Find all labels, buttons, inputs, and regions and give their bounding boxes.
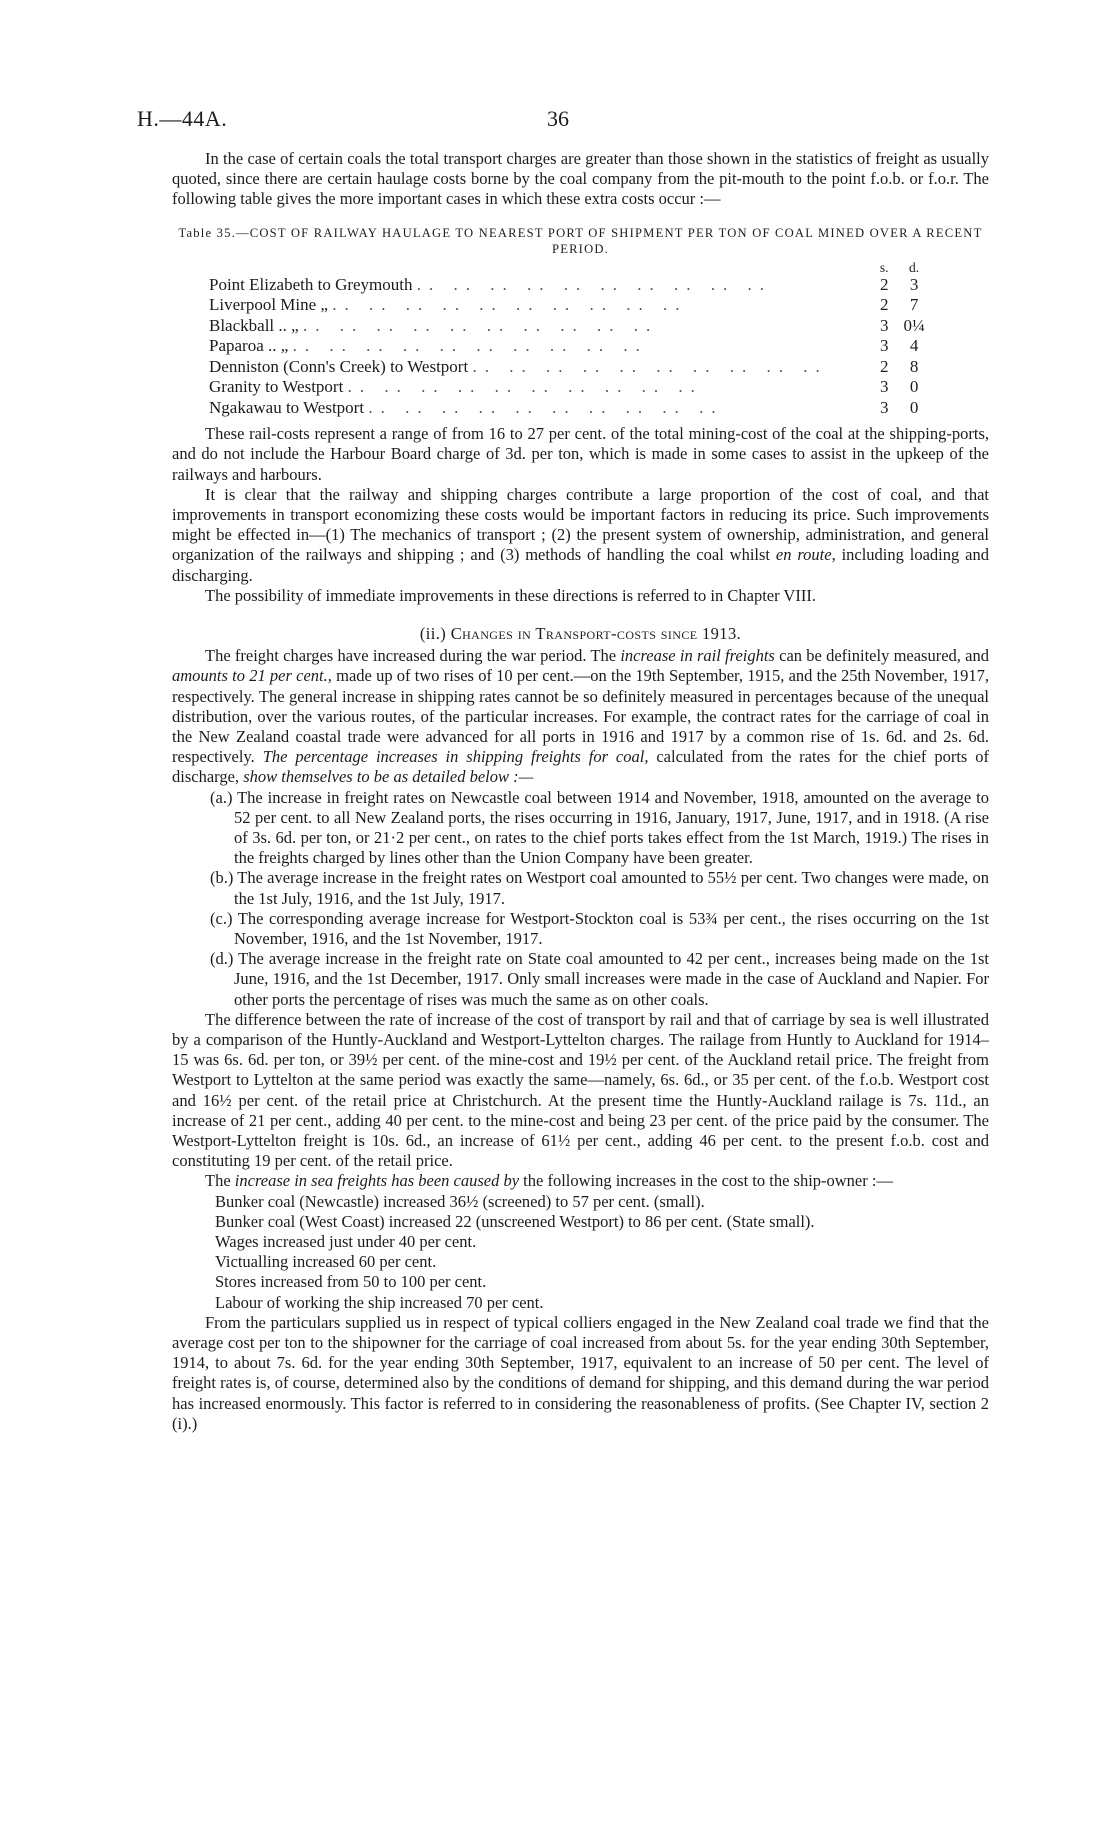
cost-item: Bunker coal (West Coast) increased 22 (unscreened Westport) to 86 per cent. (State small). — [215, 1211, 815, 1231]
document-reference: H.—44A. — [137, 106, 228, 131]
table-row — [209, 398, 929, 419]
cost-shillings: 2 — [880, 295, 889, 315]
table-row — [209, 275, 929, 296]
route-name: Blackball .. „ — [209, 315, 299, 335]
possibility-paragraph: The possibility of immediate improvements in these directions is referred to in Chapter VIII. — [205, 585, 816, 605]
table-title — [172, 225, 989, 257]
leader-dots: .. .. .. .. .. .. .. .. .. .. — [416, 274, 772, 294]
cost-pence: 8 — [909, 356, 919, 376]
page-number: 36 — [547, 106, 569, 131]
col-shillings: s. — [879, 259, 889, 275]
cost-pence: 3 — [909, 274, 919, 294]
cost-shillings: 2 — [880, 356, 889, 376]
cost-shillings: 2 — [880, 274, 889, 294]
cost-shillings: 3 — [880, 336, 889, 356]
item-label: (b.) — [210, 868, 234, 888]
item-text: The average increase in the freight rate on State coal amounted to 42 per cent., increases being made on the 1st June, 1916, and the 1st December, 1917. Only small increases were made in the case of Auckland and Napier. For other ports the percentage of rises was much the same as on other coals. — [234, 949, 989, 1009]
leader-dots: .. .. .. .. .. .. .. .. .. .. — [292, 336, 648, 356]
route-name: Ngakawau to Westport — [209, 397, 365, 417]
cost-increase-list — [172, 1192, 989, 1313]
route-name: Liverpool Mine „ — [209, 295, 328, 315]
list-item — [172, 868, 989, 908]
leader-dots: .. .. .. .. .. .. .. .. .. .. — [302, 315, 659, 335]
list-item — [172, 788, 989, 869]
cost-shillings: 3 — [880, 377, 889, 397]
intro-paragraph: In the case of certain coals the total transport charges are greater than those shown in the statistics of freight as usually quoted, since there are certain haulage costs borne by the coal company from the pit-mouth to the point f.o.b. or f.o.r. The following table gives the more important cases in which these extra costs occur :— — [172, 149, 989, 209]
col-pence: d. — [909, 259, 920, 275]
leader-dots: .. .. .. .. .. .. .. .. .. .. — [332, 295, 688, 315]
cost-item: Bunker coal (Newcastle) increased 36½ (screened) to 57 per cent. (small). — [215, 1191, 705, 1211]
table-row — [209, 295, 929, 316]
cost-pence: 4 — [909, 336, 919, 356]
page-body — [172, 149, 989, 1434]
cost-pence: 7 — [909, 295, 919, 315]
list-item — [172, 949, 989, 1010]
cost-pence: 0¼ — [903, 315, 925, 335]
list-item — [172, 909, 989, 949]
item-label: (a.) — [210, 787, 233, 807]
section-title: Changes in Transport-costs since 1913. — [450, 623, 742, 643]
leader-dots: .. .. .. .. .. .. .. .. .. .. — [472, 356, 828, 376]
cost-pence: 0 — [909, 377, 919, 397]
cost-item: Victualling increased 60 per cent. — [215, 1252, 437, 1272]
table-units-row — [209, 261, 929, 275]
item-label: (c.) — [210, 908, 233, 928]
cost-item: Labour of working the ship increased 70 per cent. — [215, 1292, 544, 1312]
table-row — [209, 316, 929, 337]
item-text: The increase in freight rates on Newcastle coal between 1914 and November, 1918, amounted on the average to 52 per cent. to all New Zealand ports, the rises occurring in 1916, January, 1917, June, 1917, and in 1918. (A rise of 3s. 6d. per ton, or 21·2 per cent., on rates to the chief ports takes effect from the 1st March, 1919.) The rises in the freights charged by lines other than the Union Company have been greater. — [234, 787, 989, 868]
cost-item: Stores increased from 50 to 100 per cent. — [215, 1272, 487, 1292]
particulars-paragraph: From the particulars supplied us in respect of typical colliers engaged in the New Zealand coal trade we find that the average cost per ton to the shipowner for the carriage of coal increased from about 5s. for the year ending 30th September, 1914, to about 7s. 6d. for the year ending 30th September, 1917, equivalent to an increase of 50 per cent. The level of freight rates is, of course, determined also by the conditions of demand for shipping, and this demand during the war period has increased enormously. This factor is referred to in considering the reasonableness of profits. (See Chapter IV, section 2 (i).) — [172, 1312, 989, 1433]
route-name: Denniston (Conn's Creek) to Westport — [209, 356, 469, 376]
section-number: (ii.) — [419, 623, 447, 643]
difference-paragraph: The difference between the rate of increase of the cost of transport by rail and that of carriage by sea is well illustrated by a comparison of the Huntly-Auckland and Westport-Lyttelton charges. The railage from Huntly to Auckland for 1914–15 was 6s. 6d. per ton, or 39½ per cent. of the mine-cost and 19½ per cent. of the Auckland retail price. The freight from Westport to Lyttelton at the same period was exactly the same—namely, 6s. 6d., or 35 per cent. of the f.o.b. Westport cost and 16½ per cent. of the retail price at Christchurch. At the present time the Huntly-Auckland railage is 7s. 11d., an increase of 21 per cent., adding 40 per cent. to the mine-cost and being 23 per cent. of the price paid by the consumer. The Westport-Lyttelton freight is 10s. 6d., an increase of 61½ per cent., adding 46 per cent. to the present f.o.b. cost and constituting 19 per cent. of the retail price. — [172, 1009, 989, 1171]
table-number: Table 35. — [178, 225, 236, 240]
item-text: The corresponding average increase for Westport-Stockton coal is 53¾ per cent., the rises occurring on the 1st November, 1916, and the 1st November, 1917. — [234, 908, 990, 948]
cost-shillings: 3 — [880, 397, 889, 417]
leader-dots: .. .. .. .. .. .. .. .. .. .. — [368, 397, 724, 417]
table-row — [209, 377, 929, 398]
route-name: Point Elizabeth to Greymouth — [209, 274, 413, 294]
rail-costs-paragraph: These rail-costs represent a range of from 16 to 27 per cent. of the total mining-cost of the coal at the shipping-ports, and do not include the Harbour Board charge of 3d. per ton, which is made in some cases to assist in the upkeep of the railways and harbours. — [172, 424, 989, 484]
section-heading — [172, 624, 989, 644]
item-label: (d.) — [210, 949, 234, 969]
item-text: The average increase in the freight rates on Westport coal amounted to 55½ per cent. Two changes were made, on the 1st July, 1916, and the 1st July, 1917. — [234, 868, 990, 908]
transport-improvements-paragraph: It is clear that the railway and shipping charges contribute a large proportion of the cost of coal, and that improvements in transport economizing these costs would be important factors in reducing its price. Such improvements might be effected in—(1) The mechanics of transport ; (2) the present system of ownership, administration, and general organization of the railways and shipping ; and (3) methods of handling the coal whilst en route, including loading and discharging. — [172, 484, 989, 585]
table-caption: —COST OF RAILWAY HAULAGE TO NEAREST PORT OF SHIPMENT PER TON OF COAL MINED OVER A RECENT PERIOD. — [235, 225, 983, 256]
cost-item: Wages increased just under 40 per cent. — [215, 1232, 477, 1252]
route-name: Paparoa .. „ — [209, 336, 289, 356]
route-name: Granity to Westport — [209, 377, 344, 397]
cost-pence: 0 — [909, 397, 919, 417]
cost-shillings: 3 — [880, 315, 889, 335]
table-row — [209, 357, 929, 378]
leader-dots: .. .. .. .. .. .. .. .. .. .. — [347, 377, 703, 397]
haulage-table — [209, 261, 929, 419]
freight-paragraph: The freight charges have increased during the war period. The increase in rail freights can be definitely measured, and amounts to 21 per cent., made up of two rises of 10 per cent.—on the 19th September, 1915, and the 25th November, 1917, respectively. The general increase in shipping rates cannot be so definitely measured in percentages because of the unequal distribution, over the various routes, of the particular increases. For example, the contract rates for the carriage of coal in the New Zealand coastal trade were advanced for all ports in 1916 and 1917 by a common rise of 1s. 6d. and 2s. 6d. respectively. The percentage increases in shipping freights for coal, calculated from the rates for the chief ports of discharge, show themselves to be as detailed below :— — [172, 646, 990, 787]
sea-freight-paragraph: The increase in sea freights has been caused by the following increases in the cost to the ship-owner :— — [205, 1171, 893, 1191]
en-route-emphasis: en route — [775, 545, 832, 565]
table-row — [209, 336, 929, 357]
